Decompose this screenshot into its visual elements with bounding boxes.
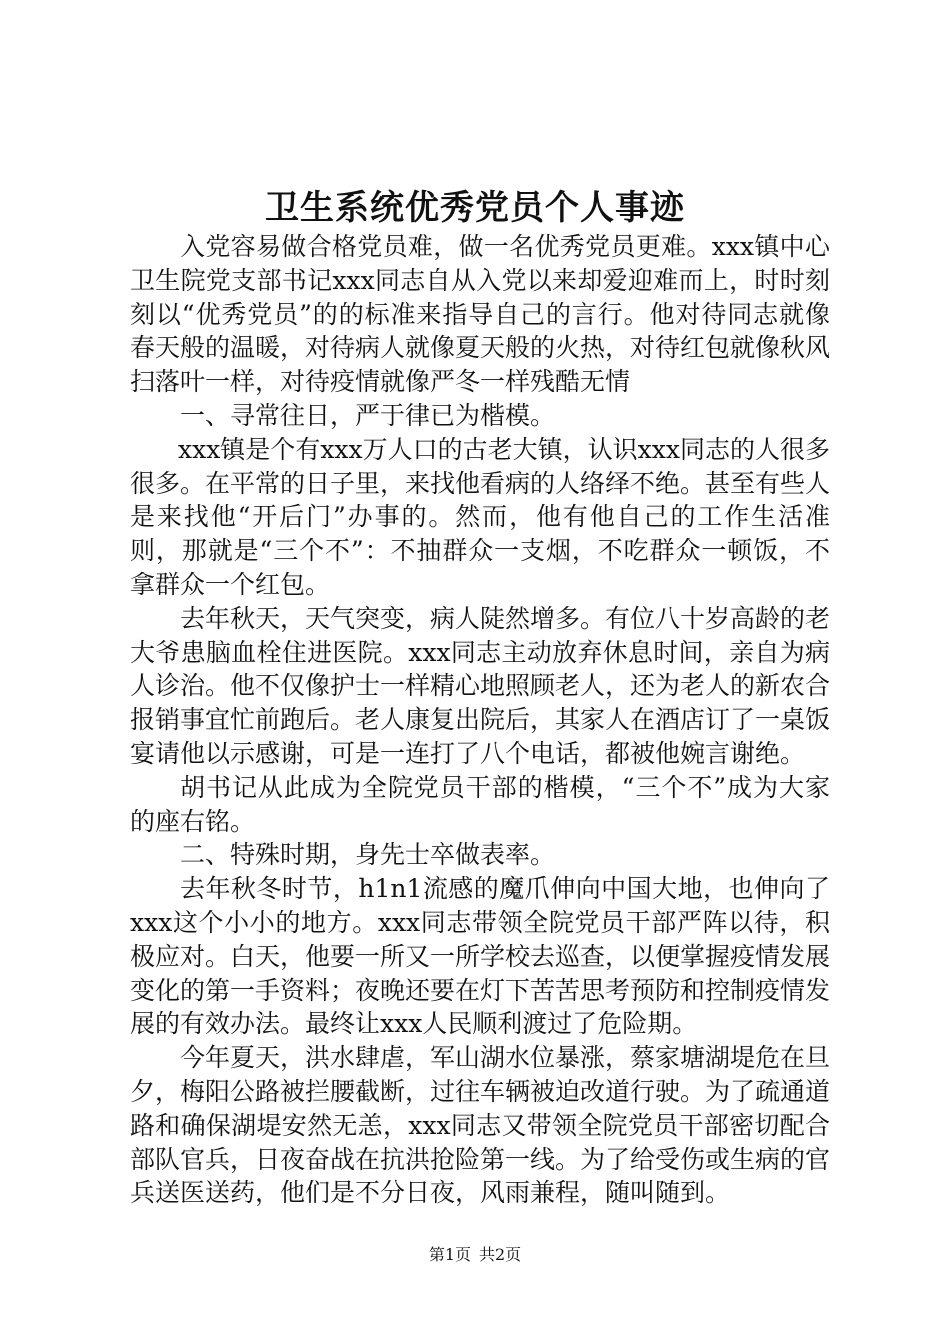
page-total: 共2页 (479, 1245, 522, 1264)
document-body (130, 230, 830, 1210)
paragraph: 去年秋冬时节，h1n1流感的魔爪伸向中国大地，也伸向了xxx这个小小的地方。xxx同志带领全院党员干部严阵以待，积极应对。白天，他要一所又一所学校去巡查，以便掌握疫情发展变化的第一手资料；夜晚还要在灯下苦苦思考预防和控制疫情发展的有效办法。最终让xxx人民顺利渡过了危险期。 (130, 874, 831, 1039)
page-footer (0, 1243, 950, 1267)
paragraph: xxx镇是个有xxx万人口的古老大镇，认识xxx同志的人很多很多。在平常的日子里，来找他看病的人络绎不绝。甚至有些人是来找他“开后门”办事的。然而，他有他自己的工作生活准则，那就是“三个不”：不抽群众一支烟，不吃群众一顿饭，不拿群众一个红包。 (130, 434, 831, 599)
section-heading-2: 二、特殊时期，身先士卒做表率。 (180, 840, 556, 870)
paragraph: 胡书记从此成为全院党员干部的楷模，“三个不”成为大家的座右铭。 (130, 772, 830, 836)
paragraph: 今年夏天，洪水肆虐，军山湖水位暴涨，蔡家塘湖堤危在旦夕，梅阳公路被拦腰截断，过往车辆被迫改道行驶。为了疏通道路和确保湖堤安然无恙，xxx同志又带领全院党员干部密切配合部队官兵，日夜奋战在抗洪抢险第一线。为了给受伤或生病的官兵送医送药，他们是不分日夜，风雨兼程，随叫随到。 (130, 1043, 831, 1208)
section-heading-1: 一、寻常往日，严于律已为楷模。 (180, 400, 556, 430)
paragraph: 去年秋天，天气突变，病人陡然增多。有位八十岁高龄的老大爷患脑血栓住进医院。xxx同志主动放弃休息时间，亲自为病人诊治。他不仅像护士一样精心地照顾老人，还为老人的新农合报销事宜忙前跑后。老人康复出院后，其家人在酒店订了一桌饭宴请他以示感谢，可是一连打了八个电话，都被他婉言谢绝。 (130, 603, 831, 768)
page-number: 第1页 (428, 1245, 471, 1264)
document-title: 卫生系统优秀党员个人事迹 (265, 188, 685, 228)
paragraph-intro: 入党容易做合格党员难，做一名优秀党员更难。xxx镇中心卫生院党支部书记xxx同志自从入党以来却爱迎难而上，时时刻刻以“优秀党员”的的标准来指导自己的言行。他对待同志就像春天般的温暖，对待病人就像夏天般的火热，对待红包就像秋风扫落叶一样，对待疫情就像严冬一样残酷无情 (130, 232, 831, 397)
